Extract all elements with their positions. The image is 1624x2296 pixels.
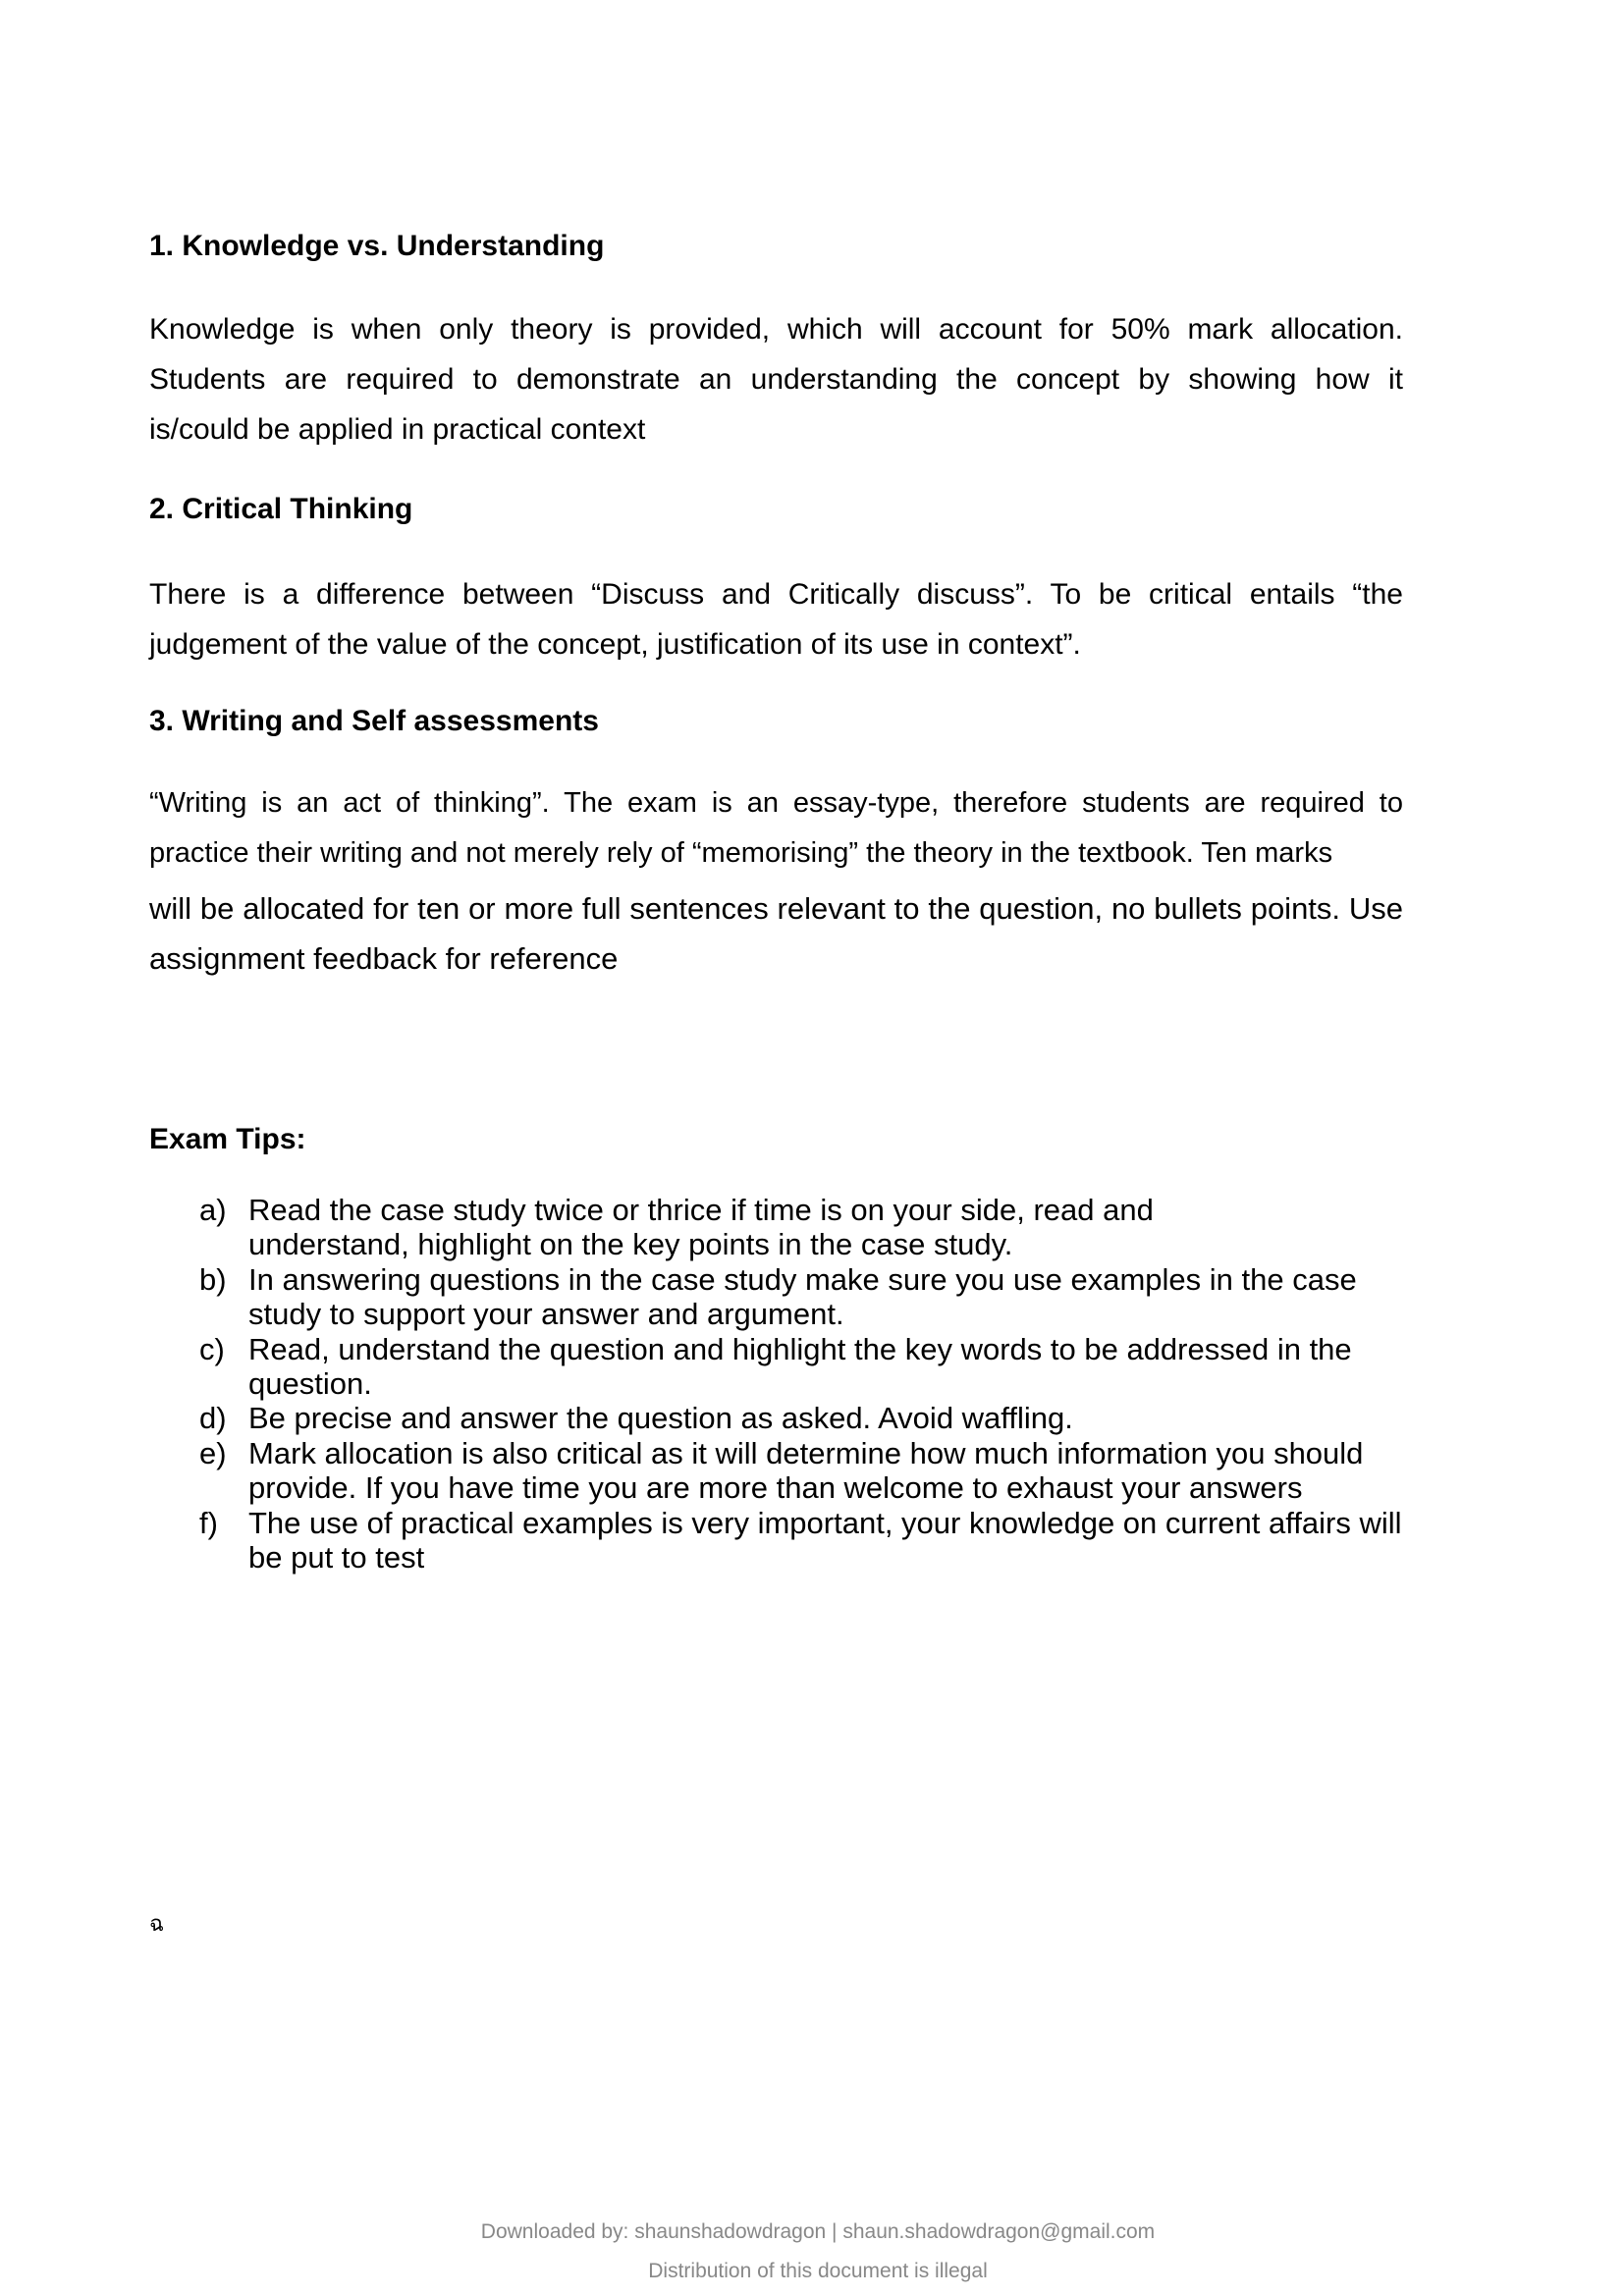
text-line: “Writing is an act of thinking”. The exam is an essay-type, therefore students are required to	[149, 787, 1403, 819]
stray-character: ฉ	[149, 1912, 164, 1937]
heading-critical-thinking: 2. Critical Thinking	[149, 493, 413, 525]
list-item: f) The use of practical examples is very important, your knowledge on current affairs will be put to test	[199, 1505, 1402, 1575]
heading-knowledge-vs-understanding: 1. Knowledge vs. Understanding	[149, 230, 605, 262]
paragraph-writing	[149, 778, 1403, 879]
text-line: There is a difference between “Discuss and Critically discuss”. To be critical entails “the	[149, 578, 1403, 611]
list-item: b) In answering questions in the case study make sure you use examples in the case study to support your answer and argument.	[199, 1261, 1357, 1332]
heading-exam-tips: Exam Tips:	[149, 1123, 306, 1155]
text-line: is/could be applied in practical context	[149, 413, 646, 446]
paragraph-critical-thinking	[149, 569, 1403, 669]
text-line: assignment feedback for reference	[149, 941, 619, 976]
footer-downloaded-by: Downloaded by: shaunshadowdragon | shaun.shadowdragon@gmail.com	[480, 2220, 1156, 2243]
text-line: judgement of the value of the concept, justification of its use in context”.	[149, 628, 1081, 661]
text-line: will be allocated for ten or more full sentences relevant to the question, no bullets points. Use	[149, 891, 1403, 926]
exam-tips-list	[199, 1193, 1417, 1575]
text-line: practice their writing and not merely rely of “memorising” the theory in the textbook. Ten marks	[149, 837, 1333, 869]
footer-distribution-notice: Distribution of this document is illegal	[648, 2260, 988, 2282]
list-item: e) Mark allocation is also critical as it will determine how much information you should provide. If you have time you are more than welcome to exhaust your answers	[199, 1435, 1364, 1506]
list-item: a) Read the case study twice or thrice if time is on your side, read and understand, highlight on the key points in the case study.	[199, 1193, 1154, 1262]
paragraph-knowledge	[149, 304, 1403, 454]
text-line: Students are required to demonstrate an understanding the concept by showing how it	[149, 363, 1403, 396]
list-item: d) Be precise and answer the question as asked. Avoid waffling.	[199, 1401, 1073, 1436]
paragraph-writing-continued	[149, 883, 1403, 984]
heading-writing-self-assessments: 3. Writing and Self assessments	[149, 705, 599, 737]
text-line: Knowledge is when only theory is provided, which will account for 50% mark allocation.	[149, 313, 1403, 346]
list-item: c) Read, understand the question and highlight the key words to be addressed in the question.	[199, 1331, 1352, 1402]
